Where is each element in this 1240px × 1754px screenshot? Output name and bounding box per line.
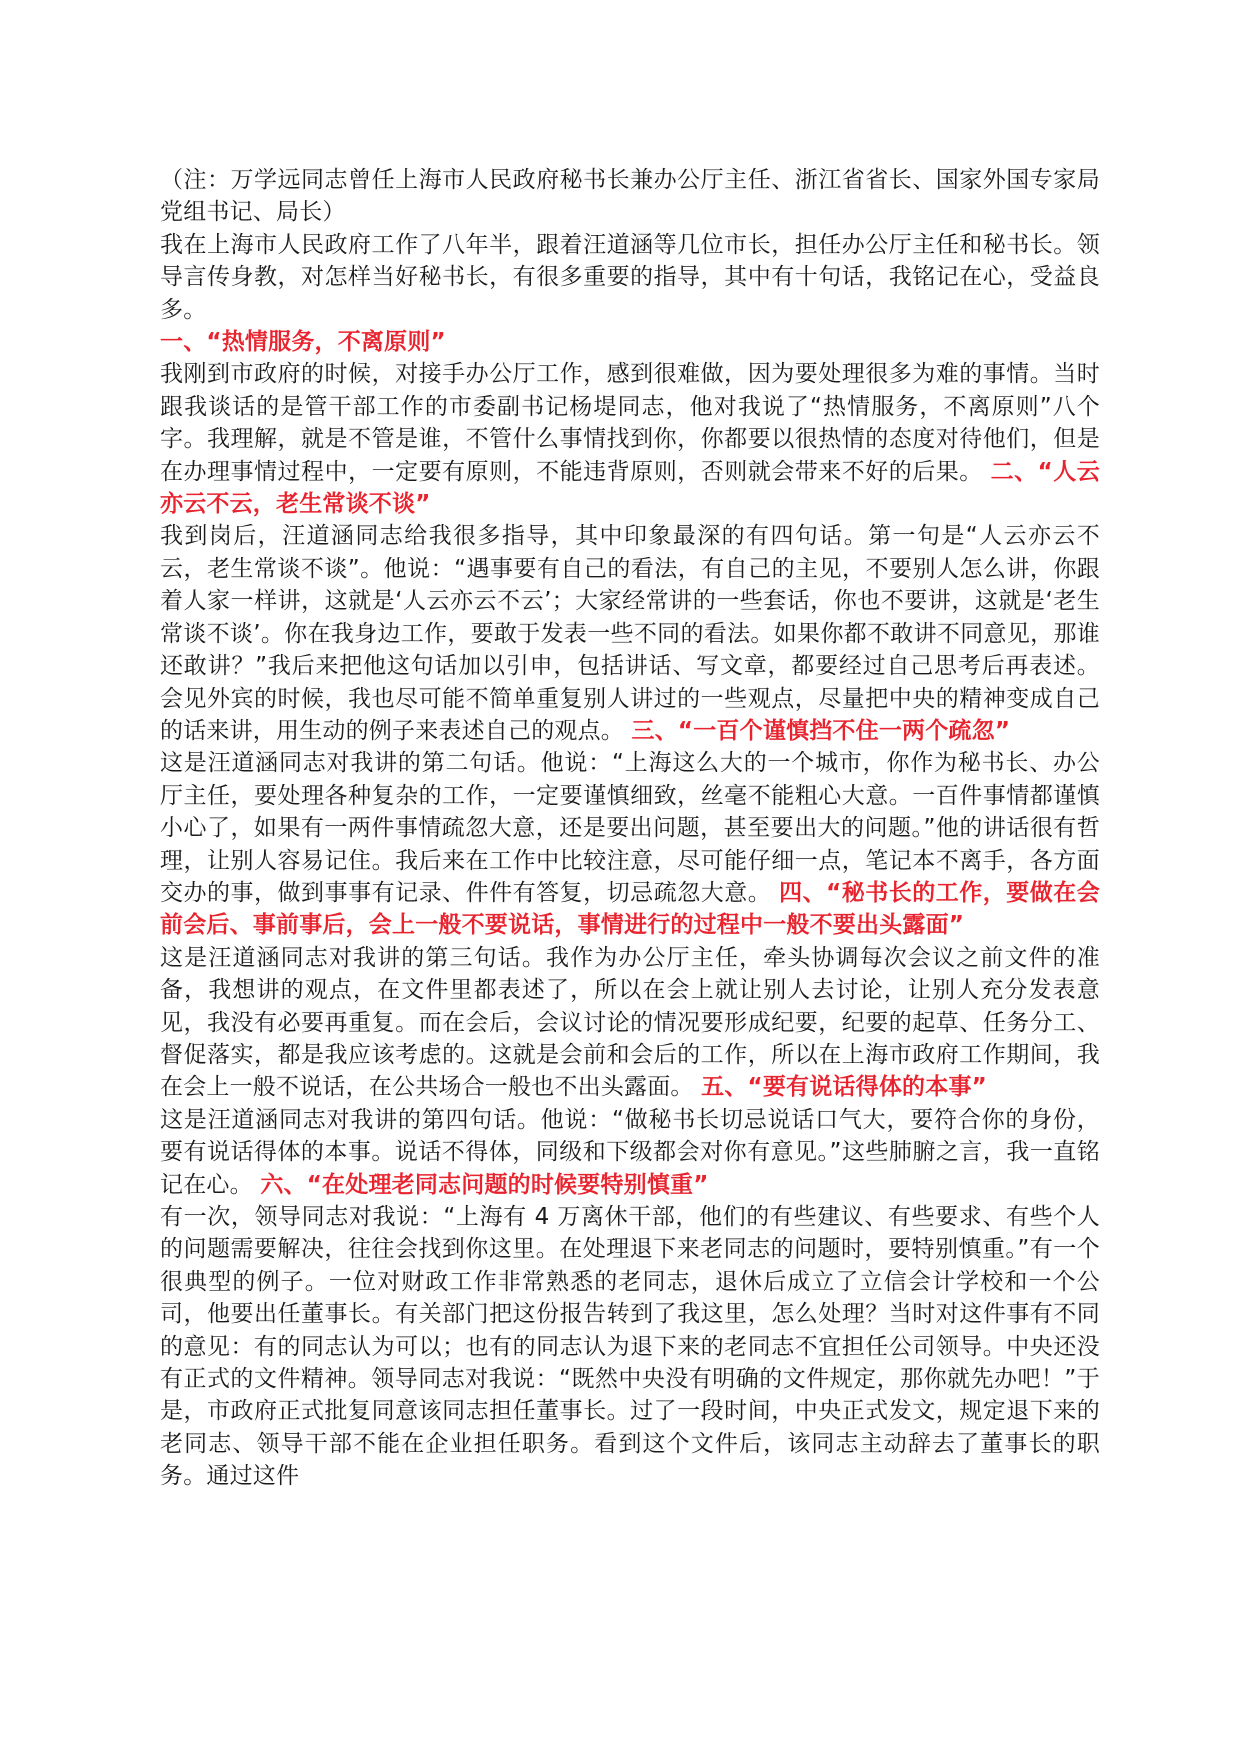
section-paragraph-5	[160, 1104, 1100, 1201]
paragraph-1-text: 我刚到市政府的时候，对接手办公厅工作，感到很难做，因为要处理很多为难的事情。当时跟我谈话的是管干部工作的市委副书记杨堤同志，他对我说了“热情服务，不离原则”八个字。我理解，就是不管是谁，不管什么事情找到你，你都要以很热情的态度对待他们，但是在办理事情过程中，一定要有原则，不能违背原则，否则就会带来不好的后果。	[160, 361, 1100, 485]
section-heading-2: 二、“人云亦云不云，老生常谈不谈”	[160, 458, 1101, 518]
paragraph-4-text: 这是汪道涵同志对我讲的第三句话。我作为办公厅主任，牵头协调每次会议之前文件的准备，我想讲的观点，在文件里都表述了，所以在会上就让别人去讨论，让别人充分发表意见，我没有必要再重复。而在会后，会议讨论的情况要形成纪要，纪要的起草、任务分工、督促落实，都是我应该考虑的。这就是会前和会后的工作，所以在上海市政府工作期间，我在会上一般不说话，在公共场合一般也不出头露面。	[160, 944, 1100, 1101]
section-heading-1: 一、“热情服务，不离原则”	[160, 329, 446, 356]
document-body	[160, 164, 1100, 1493]
section-paragraph-2	[160, 520, 1100, 747]
section-heading-5: 五、“要有说话得体的本事”	[701, 1074, 987, 1101]
author-note: （注：万学远同志曾任上海市人民政府秘书长兼办公厅主任、浙江省省长、国家外国专家局党组书记、局长）	[160, 167, 1100, 226]
intro-paragraph: 我在上海市人民政府工作了八年半，跟着汪道涵等几位市长，担任办公厅主任和秘书长。领导言传身教，对怎样当好秘书长，有很多重要的指导，其中有十句话，我铭记在心，受益良多。	[160, 231, 1100, 323]
section-paragraph-1	[160, 358, 1100, 520]
section-heading-4: 四、“秘书长的工作，要做在会前会后、事前事后，会上一般不要说话，事情进行的过程中一般不要出头露面”	[160, 879, 1100, 939]
section-paragraph-4	[160, 942, 1100, 1104]
paragraph-5-text: 这是汪道涵同志对我讲的第四句话。他说：“做秘书长切忌说话口气大，要符合你的身份，要有说话得体的本事。说话不得体，同级和下级都会对你有意见。”这些肺腑之言，我一直铭记在心。	[160, 1106, 1100, 1198]
section-heading-3: 三、“一百个谨慎挡不住一两个疏忽”	[631, 717, 1011, 744]
section-heading-6: 六、“在处理老同志问题的时候要特别慎重”	[260, 1171, 709, 1198]
paragraph-2-text: 我到岗后，汪道涵同志给我很多指导，其中印象最深的有四句话。第一句是“人云亦云不云，老生常谈不谈”。他说：“遇事要有自己的看法，有自己的主见，不要别人怎么讲，你跟着人家一样讲，这就是‘人云亦云不云’；大家经常讲的一些套话，你也不要讲，这就是‘老生常谈不谈’。你在我身边工作，要敢于发表一些不同的看法。如果你都不敢讲不同意见，那谁还敢讲？”我后来把他这句话加以引申，包括讲话、写文章，都要经过自己思考后再表述。会见外宾的时候，我也尽可能不简单重复别人讲过的一些观点，尽量把中央的精神变成自己的话来讲，用生动的例子来表述自己的观点。	[160, 523, 1100, 744]
section-paragraph-3	[160, 747, 1100, 941]
section-paragraph-6: 有一次，领导同志对我说：“上海有 4 万离休干部，他们的有些建议、有些要求、有些个人的问题需要解决，往往会找到你这里。在处理退下来老同志的问题时，要特别慎重。”有一个很典型的例子。一位对财政工作非常熟悉的老同志，退休后成立了立信会计学校和一个公司，他要出任董事长。有关部门把这份报告转到了我这里，怎么处理？当时对这件事有不同的意见：有的同志认为可以；也有的同志认为退下来的老同志不宜担任公司领导。中央还没有正式的文件精神。领导同志对我说：“既然中央没有明确的文件规定，那你就先办吧！”于是，市政府正式批复同意该同志担任董事长。过了一段时间，中央正式发文，规定退下来的老同志、领导干部不能在企业担任职务。看到这个文件后，该同志主动辞去了董事长的职务。通过这件	[160, 1204, 1100, 1490]
paragraph-3-text: 这是汪道涵同志对我讲的第二句话。他说：“上海这么大的一个城市，你作为秘书长、办公厅主任，要处理各种复杂的工作，一定要谨慎细致，丝毫不能粗心大意。一百件事情都谨慎小心了，如果有一两件事情疏忽大意，还是要出问题，甚至要出大的问题。”他的讲话很有哲理，让别人容易记住。我后来在工作中比较注意，尽可能仔细一点，笔记本不离手，各方面交办的事，做到事事有记录、件件有答复，切忌疏忽大意。	[160, 750, 1100, 906]
